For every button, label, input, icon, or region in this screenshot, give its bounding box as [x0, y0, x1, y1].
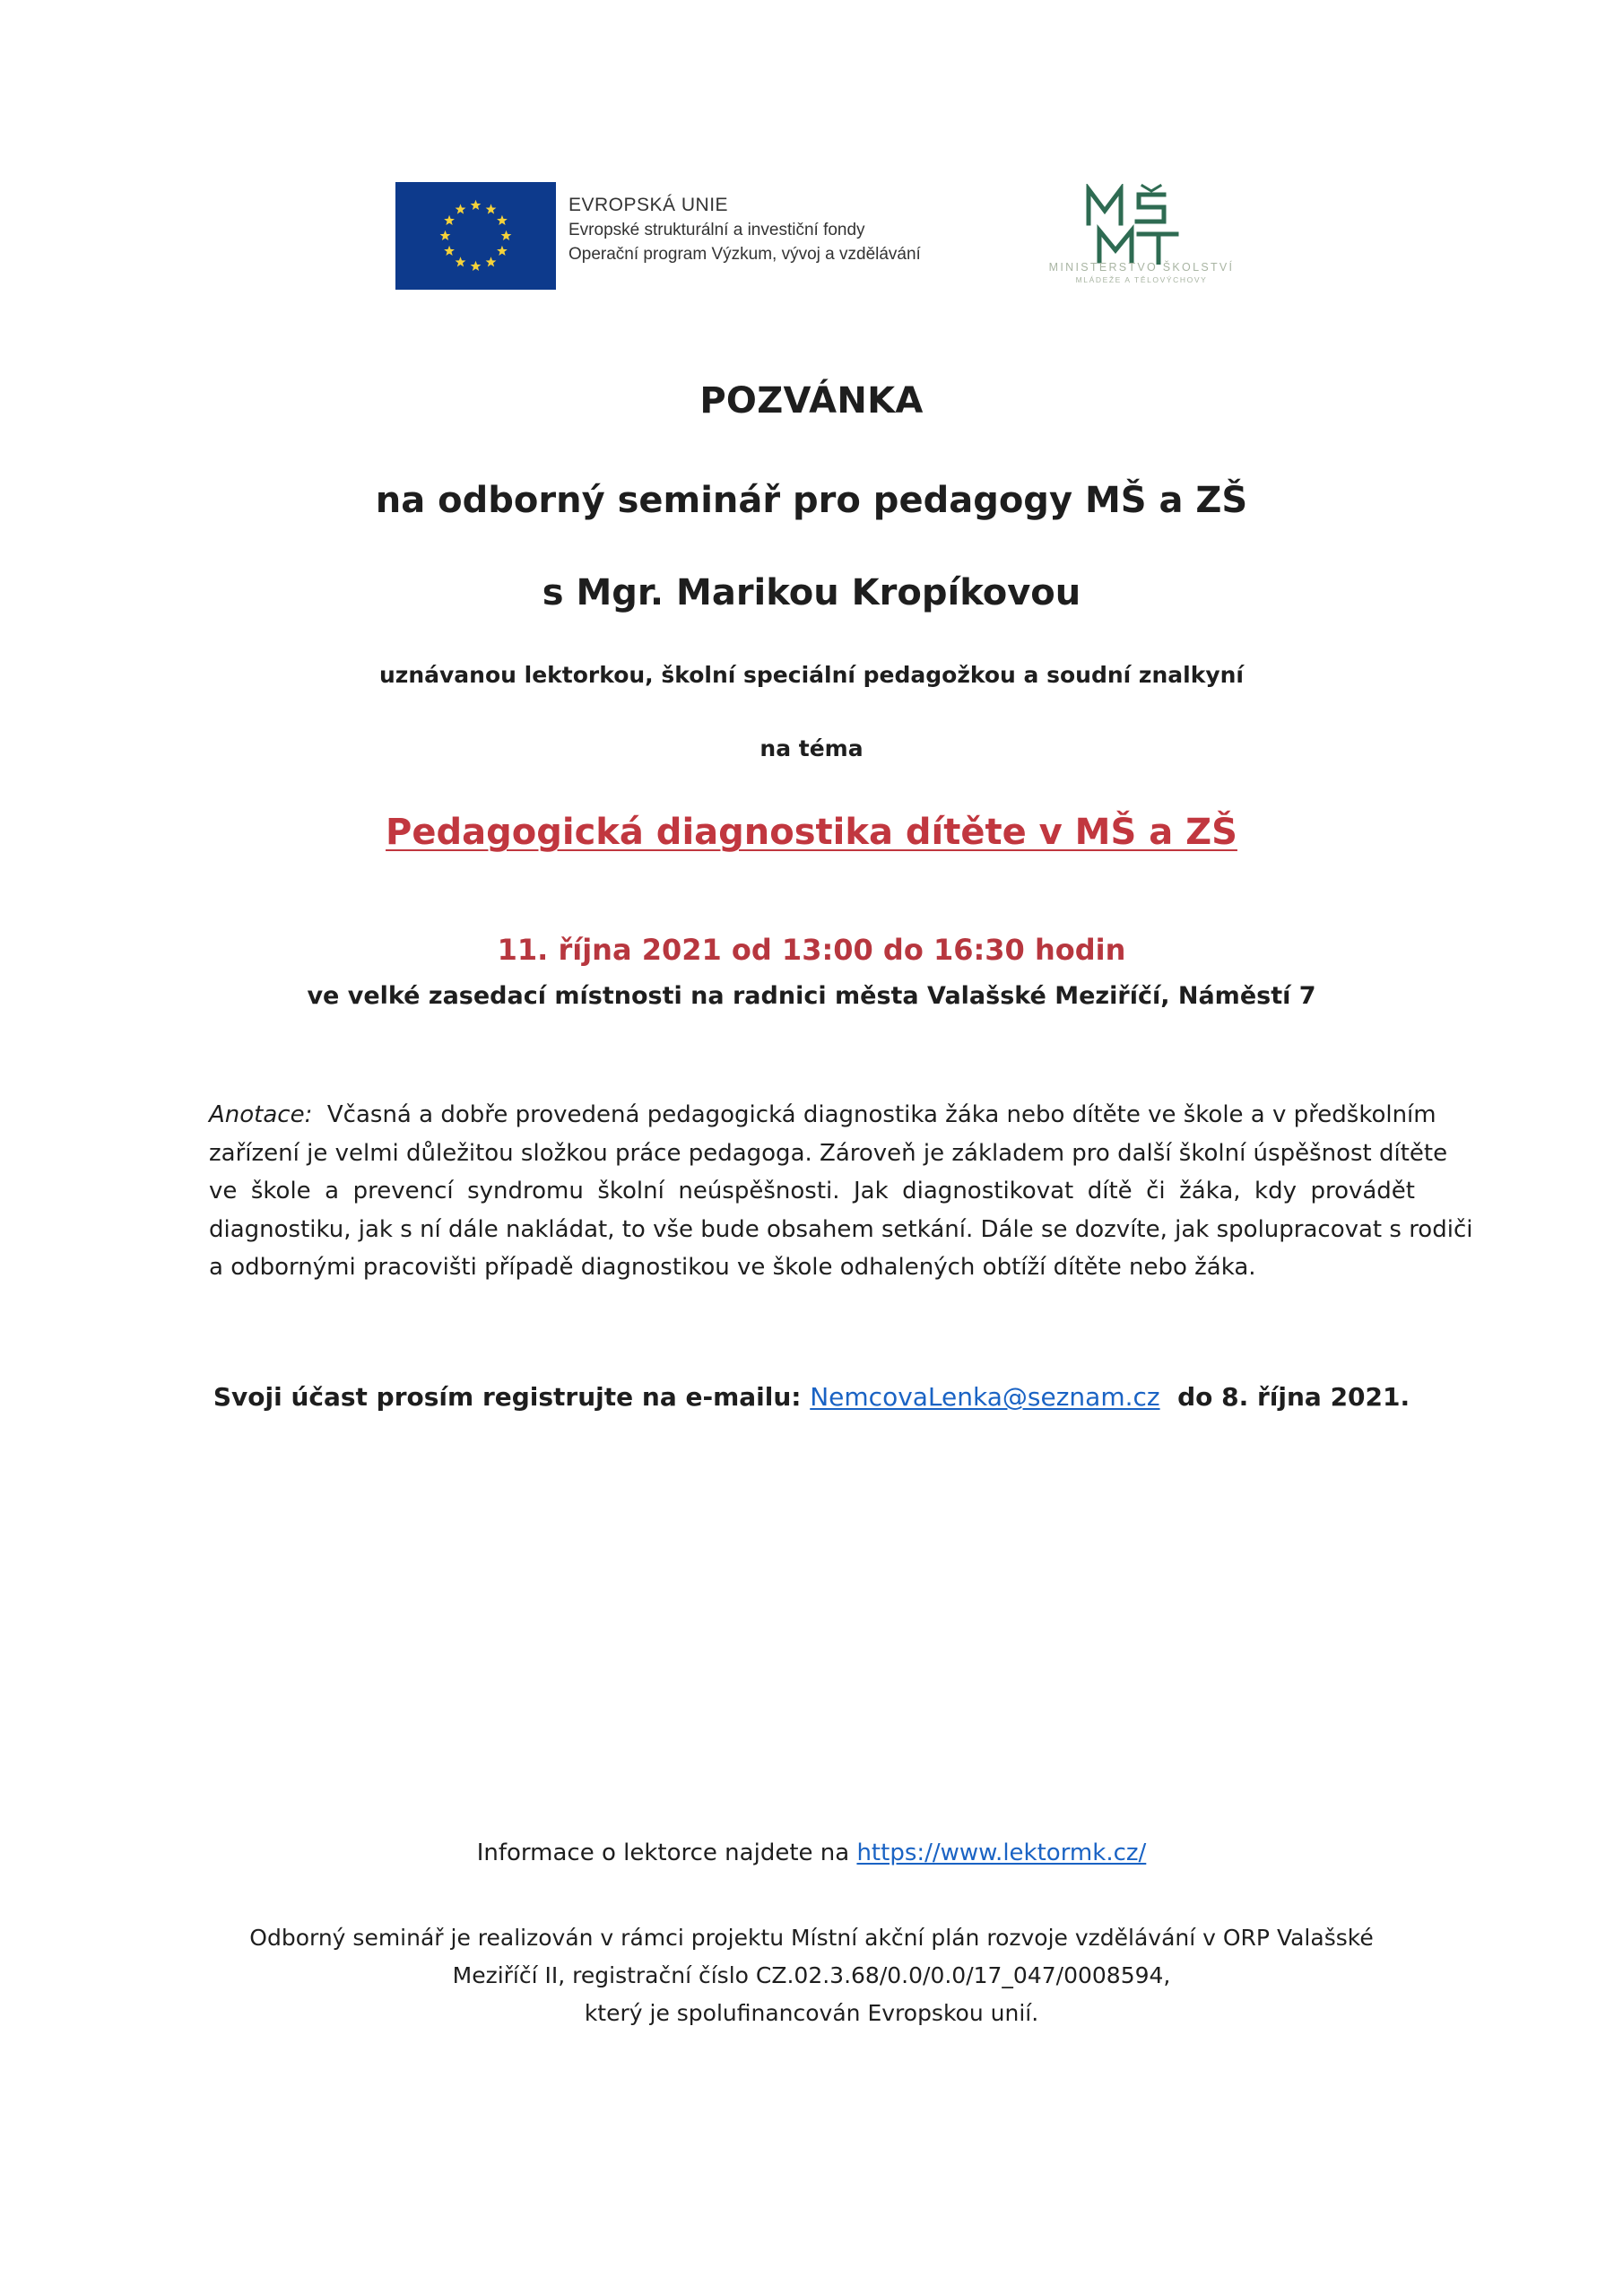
eu-star-icon [456, 204, 466, 213]
lecturer-info-line [0, 1839, 1623, 1866]
lecturer-website-link[interactable]: https://www.lektormk.cz/ [856, 1839, 1147, 1866]
eu-star-icon [471, 261, 482, 271]
eu-funds-line: Evropské strukturální a investiční fondy [568, 221, 865, 239]
msmt-caption-line1: MINISTERSTVO ŠKOLSTVÍ [1048, 261, 1235, 274]
eu-star-icon [456, 257, 466, 266]
eu-logo-text [568, 193, 999, 266]
eu-flag-logo [395, 182, 556, 290]
eu-star-icon [501, 230, 512, 240]
msmt-logo-icon [1083, 184, 1182, 265]
registration-deadline: do 8. října 2021. [1177, 1382, 1410, 1412]
annotation-line: a odbornými pracovišti případě diagnostikou ve škole odhalených obtíží dítěte nebo žáka. [209, 1254, 1256, 1281]
annotation-label: Anotace: [209, 1101, 313, 1128]
lecturer-name: s Mgr. Marikou Kropíkovou [542, 572, 1081, 613]
eu-star-icon [486, 257, 497, 266]
annotation-line: ve škole a prevencí syndromu školní neúspěšnosti. Jak diagnostikovat dítě či žáka, kdy provádět [209, 1178, 1415, 1205]
eu-programme-line: Operační program Výzkum, vývoj a vzdělávání [568, 245, 921, 264]
eu-star-icon [444, 215, 455, 225]
topic-label: na téma [759, 735, 864, 761]
seminar-topic [0, 812, 1623, 853]
annotation-line [209, 1096, 1436, 1135]
annotation-line: diagnostiku, jak s ní dále nakládat, to vše bude obsahem setkání. Dále se dozvíte, jak spolupracovat s rodiči [209, 1215, 1473, 1243]
eu-title: EVROPSKÁ UNIE [568, 195, 729, 215]
msmt-caption-line2: MLÁDEŽE A TĚLOVÝCHOVY [1075, 275, 1208, 284]
lecturer-info-prefix: Informace o lektorce najdete na [476, 1839, 850, 1866]
annotation-line: zařízení je velmi důležitou složkou práce pedagoga. Zároveň je základem pro další školní úspěšnost dítěte [209, 1139, 1448, 1167]
eu-star-icon [497, 246, 508, 256]
seminar-venue: ve velké zasedací místnosti na radnici města Valašské Meziříčí, Náměstí 7 [307, 982, 1316, 1010]
project-note-line: který je spolufinancován Evropskou unií. [584, 2000, 1039, 2026]
seminar-topic-text: Pedagogická diagnostika dítěte v MŠ a ZŠ [386, 812, 1237, 853]
invitation-subtitle: na odborný seminář pro pedagogy MŠ a ZŠ [375, 480, 1248, 521]
eu-star-icon [497, 215, 508, 225]
eu-star-icon [440, 230, 451, 240]
eu-star-icon [471, 200, 482, 210]
registration-line [0, 1382, 1623, 1412]
seminar-date-time: 11. října 2021 od 13:00 do 16:30 hodin [497, 933, 1126, 967]
eu-stars-icon [395, 182, 556, 290]
registration-prefix: Svoji účast prosím registrujte na e-mailu: [213, 1382, 802, 1412]
registration-email-link[interactable]: NemcovaLenka@seznam.cz [810, 1382, 1160, 1412]
project-note [0, 1919, 1623, 2032]
lecturer-role: uznávanou lektorkou, školní speciální pedagožkou a soudní znalkyní [378, 662, 1244, 688]
msmt-caption [1038, 261, 1245, 284]
invitation-title: POZVÁNKA [699, 380, 924, 422]
project-note-line: Odborný seminář je realizován v rámci projektu Místní akční plán rozvoje vzdělávání v ORP Valašské [249, 1925, 1374, 1951]
annotation-paragraph [209, 1096, 1473, 1287]
project-note-line: Meziříčí II, registrační číslo CZ.02.3.68/0.0/0.0/17_047/0008594, [452, 1962, 1171, 1988]
annotation-line-text: Včasná a dobře provedená pedagogická diagnostika žáka nebo dítěte ve škole a v předškolním [326, 1101, 1436, 1128]
eu-star-icon [486, 204, 497, 213]
eu-star-icon [444, 246, 455, 256]
